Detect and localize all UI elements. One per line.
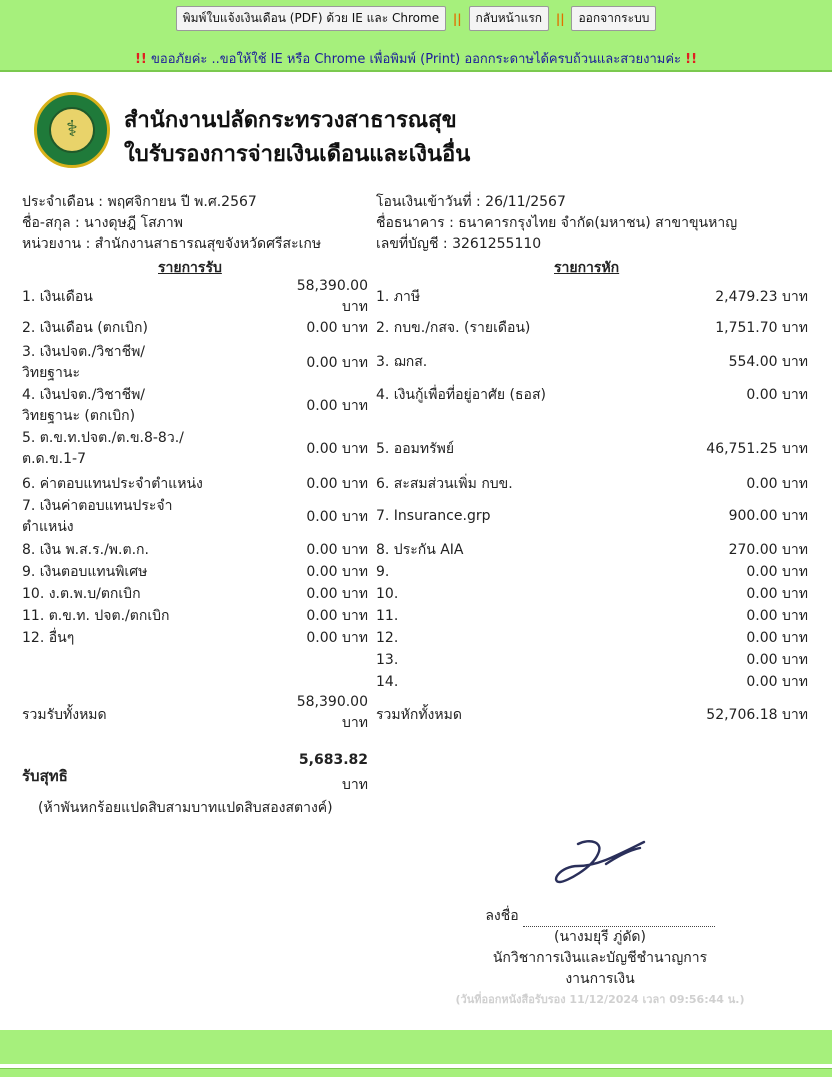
account-number: เลขที่บัญชี : 3261255110 — [376, 236, 542, 252]
income-item-label: 11. ต.ข.ท. ปจต./ตกเบิก — [22, 608, 170, 624]
income-item-label: 10. ง.ต.พ.บ/ตกเบิก — [22, 586, 141, 602]
home-button[interactable]: กลับหน้าแรก — [469, 6, 550, 31]
deduction-item-value: 0.00 — [746, 564, 778, 580]
income-item-unit: บาท — [342, 630, 368, 646]
deduction-item-label: 5. ออมทรัพย์ — [376, 441, 455, 457]
income-item-unit: บาท — [342, 299, 368, 315]
deduction-item-unit: บาท — [782, 387, 808, 403]
toolbar-buttons — [0, 6, 832, 31]
deduction-item-amount — [600, 318, 808, 338]
pay-month: ประจำเดือน : พฤศจิกายน ปี พ.ศ.2567 — [22, 194, 257, 210]
bottom-bar — [0, 1030, 832, 1064]
org-title: สำนักงานปลัดกระทรวงสาธารณสุข — [124, 108, 457, 133]
income-item-amount — [262, 396, 368, 416]
income-item-label: 9. เงินตอบแทนพิเศษ — [22, 564, 148, 580]
notice-bang-left: !! — [135, 52, 147, 67]
ministry-logo — [34, 92, 110, 168]
income-item-unit: บาท — [342, 564, 368, 580]
employee-unit: หน่วยงาน : สำนักงานสาธารณสุขจังหวัดศรีสะเกษ — [22, 236, 322, 252]
deduction-total-unit: บาท — [782, 707, 808, 723]
deduction-item-label: 2. กบข./กสจ. (รายเดือน) — [376, 320, 531, 336]
print-pdf-button[interactable]: พิมพ์ใบแจ้งเงินเดือน (PDF) ด้วย IE และ Chrome — [176, 6, 446, 31]
deduction-item-label: 3. ฌกส. — [376, 354, 428, 370]
deduction-item-value: 0.00 — [746, 387, 778, 403]
income-item-label: 2. เงินเดือน (ตกเบิก) — [22, 320, 148, 336]
deduction-item-unit: บาท — [782, 508, 808, 524]
income-item-value: 0.00 — [306, 355, 338, 371]
income-item-label: 4. เงินปจต./วิชาชีพ/ — [22, 387, 146, 403]
income-item-amount — [262, 353, 368, 373]
income-item-unit: บาท — [342, 441, 368, 457]
deduction-item-value: 0.00 — [746, 586, 778, 602]
deduction-item-value: 0.00 — [746, 630, 778, 646]
income-item-value: 0.00 — [306, 608, 338, 624]
deduction-item-label: 9. — [376, 564, 390, 580]
signature-image — [548, 836, 652, 892]
income-item-unit: บาท — [342, 586, 368, 602]
toolbar-separator: || — [555, 11, 565, 26]
signer-position: นักวิชาการเงินและบัญชีชำนาญการ — [492, 950, 708, 966]
income-item-unit: บาท — [342, 476, 368, 492]
notice-bang-right: !! — [685, 52, 697, 67]
income-item-label: 7. เงินค่าตอบแทนประจำ — [22, 498, 173, 514]
deduction-item-amount — [600, 628, 808, 648]
caduceus-icon: ⚕ — [66, 117, 78, 142]
deduction-item-label: 13. — [376, 652, 399, 668]
deduction-item-unit: บาท — [782, 354, 808, 370]
bank-name: ชื่อธนาคาร : ธนาคารกรุงไทย จำกัด(มหาชน) สาขาขุนหาญ — [376, 215, 738, 231]
deduction-item-unit: บาท — [782, 542, 808, 558]
income-item-value: 0.00 — [306, 630, 338, 646]
transfer-date: โอนเงินเข้าวันที่ : 26/11/2567 — [376, 194, 566, 210]
deduction-total-value: 52,706.18 — [706, 707, 778, 723]
deduction-total-label: รวมหักทั้งหมด — [376, 707, 462, 723]
deduction-total-amount — [600, 705, 808, 725]
income-item-value: 58,390.00 — [296, 278, 368, 294]
top-toolbar — [0, 0, 832, 72]
deduction-item-unit: บาท — [782, 652, 808, 668]
deduction-item-label: 1. ภาษี — [376, 289, 421, 305]
income-item-label: 6. ค่าตอบแทนประจำตำแหน่ง — [22, 476, 203, 492]
print-notice — [0, 48, 832, 69]
deduction-item-value: 0.00 — [746, 476, 778, 492]
income-item-value: 0.00 — [306, 398, 338, 414]
deduction-item-amount — [600, 352, 808, 372]
income-item-unit: บาท — [342, 398, 368, 414]
deduction-item-value: 46,751.25 — [706, 441, 778, 457]
notice-text: ขออภัยค่ะ ..ขอให้ใช้ IE หรือ Chrome เพื่อพิมพ์ (Print) ออกกระดาษได้ครบถ้วนและสวยงามค่ะ — [151, 52, 681, 67]
income-item-unit: บาท — [342, 509, 368, 525]
deduction-item-amount — [600, 650, 808, 670]
logout-button[interactable]: ออกจากระบบ — [571, 6, 656, 31]
deduction-item-amount — [600, 439, 808, 459]
deduction-item-value: 0.00 — [746, 674, 778, 690]
net-pay-unit: บาท — [342, 777, 368, 793]
income-heading: รายการรับ — [158, 260, 222, 276]
income-item-unit: บาท — [342, 320, 368, 336]
issued-timestamp: (วันที่ออกหนังสือรับรอง 11/12/2024 เวลา 09:56:44 น.) — [455, 993, 745, 1006]
deduction-item-label: 14. — [376, 674, 399, 690]
income-item-amount — [262, 474, 368, 494]
deduction-item-value: 1,751.70 — [715, 320, 778, 336]
deduction-item-unit: บาท — [782, 586, 808, 602]
income-item-value: 0.00 — [306, 441, 338, 457]
deduction-item-amount — [600, 540, 808, 560]
income-item-label: วิทยฐานะ (ตกเบิก) — [22, 408, 136, 424]
net-pay-label: รับสุทธิ — [22, 767, 68, 785]
deduction-item-unit: บาท — [782, 564, 808, 580]
income-item-label: 1. เงินเดือน — [22, 289, 93, 305]
deduction-item-amount — [600, 606, 808, 626]
employee-name: ชื่อ-สกุล : นางดุษฎี โสภาพ — [22, 215, 183, 231]
deduction-item-unit: บาท — [782, 289, 808, 305]
doc-title: ใบรับรองการจ่ายเงินเดือนและเงินอื่น — [124, 142, 471, 167]
toolbar-separator: || — [452, 11, 462, 26]
income-item-value: 0.00 — [306, 320, 338, 336]
deduction-item-unit: บาท — [782, 320, 808, 336]
income-item-amount — [262, 439, 368, 459]
deduction-item-label: 11. — [376, 608, 399, 624]
deduction-item-label: 6. สะสมส่วนเพิ่ม กบข. — [376, 476, 513, 492]
deduction-item-value: 554.00 — [728, 354, 778, 370]
income-total-label: รวมรับทั้งหมด — [22, 707, 107, 723]
net-pay-value: 5,683.82 — [298, 752, 368, 768]
income-total-unit: บาท — [342, 715, 368, 731]
deduction-item-amount — [600, 287, 808, 307]
logo-emblem — [49, 107, 95, 153]
signer-department: งานการเงิน — [565, 971, 635, 987]
deduction-item-unit: บาท — [782, 476, 808, 492]
income-item-label: 12. อื่นๆ — [22, 630, 75, 646]
deduction-item-label: 7. Insurance.grp — [376, 508, 491, 524]
income-item-value: 0.00 — [306, 509, 338, 525]
deduction-item-label: 8. ประกัน AIA — [376, 542, 464, 558]
net-pay-words: (ห้าพันหกร้อยแปดสิบสามบาทแปดสิบสองสตางค์) — [38, 800, 333, 816]
sign-label: ลงชื่อ — [485, 908, 519, 924]
income-item-amount — [262, 562, 368, 582]
deduction-item-amount — [600, 474, 808, 494]
deduction-item-value: 0.00 — [746, 652, 778, 668]
income-total-value: 58,390.00 — [296, 694, 368, 710]
deduction-heading: รายการหัก — [554, 260, 620, 276]
income-item-unit: บาท — [342, 355, 368, 371]
deduction-item-label: 4. เงินกู้เพื่อที่อยู่อาศัย (ธอส) — [376, 387, 546, 403]
income-item-amount — [262, 507, 368, 527]
deduction-item-value: 0.00 — [746, 608, 778, 624]
deduction-item-value: 2,479.23 — [715, 289, 778, 305]
income-item-unit: บาท — [342, 542, 368, 558]
deduction-item-amount — [600, 562, 808, 582]
income-item-label: 5. ต.ข.ท.ปจต./ต.ข.8-8ว./ — [22, 430, 184, 446]
deduction-item-amount — [600, 672, 808, 692]
income-item-amount — [262, 584, 368, 604]
deduction-item-unit: บาท — [782, 608, 808, 624]
income-item-label: 8. เงิน พ.ส.ร./พ.ต.ก. — [22, 542, 149, 558]
deduction-item-unit: บาท — [782, 630, 808, 646]
deduction-item-value: 900.00 — [728, 508, 778, 524]
deduction-item-value: 270.00 — [728, 542, 778, 558]
sign-line — [420, 905, 780, 927]
deduction-item-amount — [600, 506, 808, 526]
deduction-item-amount — [600, 584, 808, 604]
income-item-value: 0.00 — [306, 564, 338, 580]
income-item-value: 0.00 — [306, 542, 338, 558]
income-item-amount — [262, 318, 368, 338]
income-item-label: วิทยฐานะ — [22, 365, 80, 381]
income-item-amount — [262, 628, 368, 648]
income-item-label: ต.ด.ข.1-7 — [22, 451, 86, 467]
income-item-unit: บาท — [342, 608, 368, 624]
deduction-item-unit: บาท — [782, 441, 808, 457]
income-item-label: 3. เงินปจต./วิชาชีพ/ — [22, 344, 146, 360]
deduction-item-amount — [600, 385, 808, 405]
deduction-item-unit: บาท — [782, 674, 808, 690]
income-item-value: 0.00 — [306, 476, 338, 492]
signer-name: (นางมยุรี ภู่ดัด) — [553, 929, 646, 945]
income-item-amount — [262, 606, 368, 626]
income-item-value: 0.00 — [306, 586, 338, 602]
deduction-item-label: 10. — [376, 586, 399, 602]
income-item-amount — [262, 540, 368, 560]
deduction-item-label: 12. — [376, 630, 399, 646]
income-item-label: ตำแหน่ง — [22, 519, 74, 535]
